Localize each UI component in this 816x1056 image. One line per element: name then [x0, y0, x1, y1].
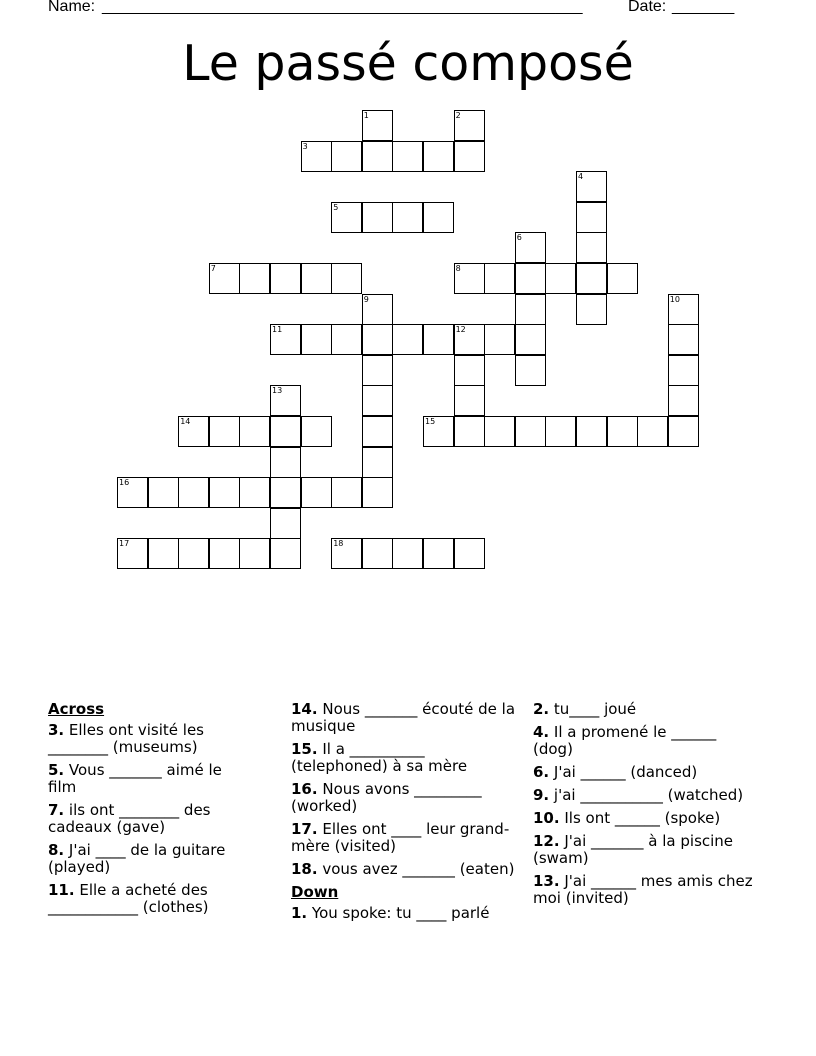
clue-text: You spoke: tu ____ parlé	[307, 904, 490, 922]
grid-cell[interactable]	[668, 385, 699, 416]
clue-text: Il a __________ (telephoned) à sa mère	[291, 740, 468, 775]
clue-number: 1.	[291, 904, 308, 922]
grid-cell[interactable]	[668, 355, 699, 386]
cell-number: 11	[272, 325, 283, 335]
clue-number: 7.	[48, 801, 65, 819]
cell-number: 13	[272, 386, 283, 396]
cell-number: 8	[455, 264, 461, 273]
grid-cell[interactable]	[270, 416, 301, 447]
grid-cell[interactable]	[362, 324, 393, 355]
cell-number: 18	[333, 539, 344, 549]
grid-cell[interactable]	[362, 477, 393, 508]
grid-cell[interactable]	[362, 202, 393, 233]
clue-number: 9.	[533, 786, 550, 804]
cell-number: 14	[180, 417, 191, 426]
grid-cell[interactable]	[331, 324, 362, 355]
clue-number: 14.	[291, 700, 318, 718]
grid-cell[interactable]	[392, 141, 423, 172]
cell-number: 17	[119, 539, 130, 549]
grid-cell[interactable]	[239, 263, 270, 294]
cell-number: 7	[210, 264, 216, 273]
clue-number: 15.	[291, 740, 318, 758]
cell-number: 4	[578, 172, 584, 182]
grid-cell[interactable]	[270, 477, 301, 508]
grid-cell[interactable]	[239, 538, 270, 569]
clue-text: Il a promené le ______ (dog)	[533, 723, 717, 758]
clue-number: 10.	[533, 809, 560, 827]
grid-cell[interactable]	[178, 477, 209, 508]
grid-cell[interactable]	[515, 416, 546, 447]
grid-cell[interactable]	[209, 477, 240, 508]
grid-cell[interactable]	[454, 141, 485, 172]
clue-item	[291, 861, 516, 878]
grid-cell[interactable]	[454, 263, 485, 294]
grid-cell[interactable]	[392, 538, 423, 569]
grid-cell[interactable]	[637, 416, 668, 447]
grid-cell[interactable]	[515, 263, 546, 294]
grid-cell[interactable]	[270, 263, 301, 294]
clue-item	[533, 701, 758, 718]
grid-cell[interactable]	[362, 141, 393, 172]
cell-number: 12	[455, 325, 466, 335]
clue-number: 17.	[291, 820, 318, 838]
grid-cell[interactable]	[148, 477, 179, 508]
grid-cell[interactable]	[117, 538, 148, 569]
clue-number: 8.	[48, 841, 65, 859]
grid-cell[interactable]	[454, 385, 485, 416]
clue-number: 3.	[48, 721, 65, 739]
grid-cell[interactable]	[301, 477, 332, 508]
grid-cell[interactable]	[270, 538, 301, 569]
clue-number: 11.	[48, 881, 75, 899]
date-label: Date:	[628, 0, 667, 15]
clue-item	[48, 722, 248, 756]
clue-text: Elle a acheté des ____________ (clothes)	[48, 881, 209, 916]
clue-item	[291, 905, 516, 922]
grid-cell[interactable]	[209, 263, 240, 294]
cell-number: 5	[333, 202, 339, 212]
cell-number: 9	[363, 294, 369, 304]
clue-text: Elles ont visité les ________ (museums)	[48, 721, 204, 756]
clue-text: ils ont ________ des cadeaux (gave)	[48, 801, 211, 836]
grid-cell[interactable]	[515, 294, 546, 325]
clue-item	[533, 764, 758, 781]
grid-cell[interactable]	[454, 355, 485, 386]
clue-item	[533, 724, 758, 758]
clue-number: 4.	[533, 723, 550, 741]
clue-item	[291, 741, 516, 775]
clue-text: j'ai ___________ (watched)	[549, 786, 744, 804]
cell-number: 1	[363, 111, 369, 120]
clue-text: tu____ joué	[549, 700, 637, 718]
clue-number: 16.	[291, 780, 318, 798]
grid-cell[interactable]	[423, 141, 454, 172]
grid-cell[interactable]	[484, 416, 515, 447]
grid-cell[interactable]	[484, 324, 515, 355]
clue-text: J'ai ______ (danced)	[549, 763, 698, 781]
grid-cell[interactable]	[331, 477, 362, 508]
grid-cell[interactable]	[362, 385, 393, 416]
clue-number: 5.	[48, 761, 65, 779]
grid-cell[interactable]	[392, 324, 423, 355]
grid-cell[interactable]	[454, 110, 485, 141]
grid-cell[interactable]	[117, 477, 148, 508]
clue-item	[48, 882, 248, 916]
clue-item	[533, 833, 758, 867]
grid-cell[interactable]	[454, 416, 485, 447]
grid-cell[interactable]	[301, 141, 332, 172]
clues-column-2	[291, 701, 516, 928]
name-field[interactable]: ______________________________________________________	[102, 0, 583, 15]
grid-cell[interactable]	[178, 416, 209, 447]
clue-item	[291, 821, 516, 855]
grid-cell[interactable]	[362, 416, 393, 447]
clue-item	[48, 842, 248, 876]
grid-cell[interactable]	[545, 263, 576, 294]
cell-number: 16	[119, 478, 130, 488]
name-label: Name:	[48, 0, 96, 15]
grid-cell[interactable]	[331, 141, 362, 172]
grid-cell[interactable]	[331, 263, 362, 294]
clue-number: 18.	[291, 860, 318, 878]
grid-cell[interactable]	[454, 324, 485, 355]
grid-cell[interactable]	[423, 416, 454, 447]
grid-cell[interactable]	[209, 416, 240, 447]
grid-cell[interactable]	[668, 416, 699, 447]
clue-item	[48, 762, 248, 796]
grid-cell[interactable]	[668, 324, 699, 355]
grid-cell[interactable]	[239, 416, 270, 447]
clue-text: Elles ont ____ leur grand-mère (visited)	[291, 820, 510, 855]
grid-cell[interactable]	[362, 110, 393, 141]
clues-column-1	[48, 701, 248, 922]
cell-number: 15	[425, 417, 436, 426]
grid-cell[interactable]	[423, 538, 454, 569]
across-heading: Across	[48, 700, 105, 718]
grid-cell[interactable]	[270, 385, 301, 416]
cell-number: 3	[302, 141, 308, 151]
clue-item	[48, 802, 248, 836]
grid-cell[interactable]	[515, 355, 546, 386]
grid-cell[interactable]	[301, 416, 332, 447]
grid-cell[interactable]	[423, 202, 454, 233]
grid-cell[interactable]	[576, 294, 607, 325]
grid-cell[interactable]	[484, 263, 515, 294]
clue-text: Ils ont ______ (spoke)	[559, 809, 721, 827]
grid-cell[interactable]	[576, 232, 607, 263]
grid-cell[interactable]	[362, 538, 393, 569]
clue-item	[291, 701, 516, 735]
grid-cell[interactable]	[331, 538, 362, 569]
grid-cell[interactable]	[515, 324, 546, 355]
grid-cell[interactable]	[454, 538, 485, 569]
grid-cell[interactable]	[209, 538, 240, 569]
grid-cell[interactable]	[576, 416, 607, 447]
grid-cell[interactable]	[515, 232, 546, 263]
clue-item	[533, 873, 758, 907]
date-field[interactable]: _______	[672, 0, 735, 15]
clue-item	[533, 810, 758, 827]
clue-item	[291, 781, 516, 815]
grid-cell[interactable]	[423, 324, 454, 355]
grid-cell[interactable]	[148, 538, 179, 569]
clue-number: 13.	[533, 872, 560, 890]
clues-column-3	[533, 701, 758, 913]
grid-cell[interactable]	[607, 416, 638, 447]
grid-cell[interactable]	[576, 171, 607, 202]
clue-text: J'ai ______ mes amis chez moi (invited)	[533, 872, 753, 907]
clue-text: Nous avons _________ (worked)	[291, 780, 482, 815]
grid-cell[interactable]	[301, 263, 332, 294]
grid-cell[interactable]	[178, 538, 209, 569]
grid-cell[interactable]	[607, 263, 638, 294]
grid-cell[interactable]	[362, 294, 393, 325]
clue-number: 2.	[533, 700, 550, 718]
clue-text: Nous _______ écouté de la musique	[291, 700, 516, 735]
grid-cell[interactable]	[362, 355, 393, 386]
page-title: Le passé composé	[182, 35, 634, 92]
down-heading: Down	[291, 883, 339, 901]
clue-text: Vous _______ aimé le film	[48, 761, 222, 796]
grid-cell[interactable]	[362, 447, 393, 478]
cell-number: 6	[516, 233, 522, 243]
grid-cell[interactable]	[270, 508, 301, 539]
cell-number: 10	[669, 294, 680, 304]
grid-cell[interactable]	[331, 202, 362, 233]
grid-cell[interactable]	[270, 324, 301, 355]
grid-cell[interactable]	[239, 477, 270, 508]
clue-item	[533, 787, 758, 804]
grid-cell[interactable]	[270, 447, 301, 478]
grid-cell[interactable]	[301, 324, 332, 355]
grid-cell[interactable]	[545, 416, 576, 447]
clue-text: J'ai _______ à la piscine (swam)	[533, 832, 734, 867]
clue-text: J'ai ____ de la guitare (played)	[48, 841, 226, 876]
grid-cell[interactable]	[576, 202, 607, 233]
clue-number: 6.	[533, 763, 550, 781]
cell-number: 2	[455, 111, 461, 120]
grid-cell[interactable]	[668, 294, 699, 325]
clue-text: vous avez _______ (eaten)	[317, 860, 515, 878]
grid-cell[interactable]	[392, 202, 423, 233]
clue-number: 12.	[533, 832, 560, 850]
grid-cell[interactable]	[576, 263, 607, 294]
